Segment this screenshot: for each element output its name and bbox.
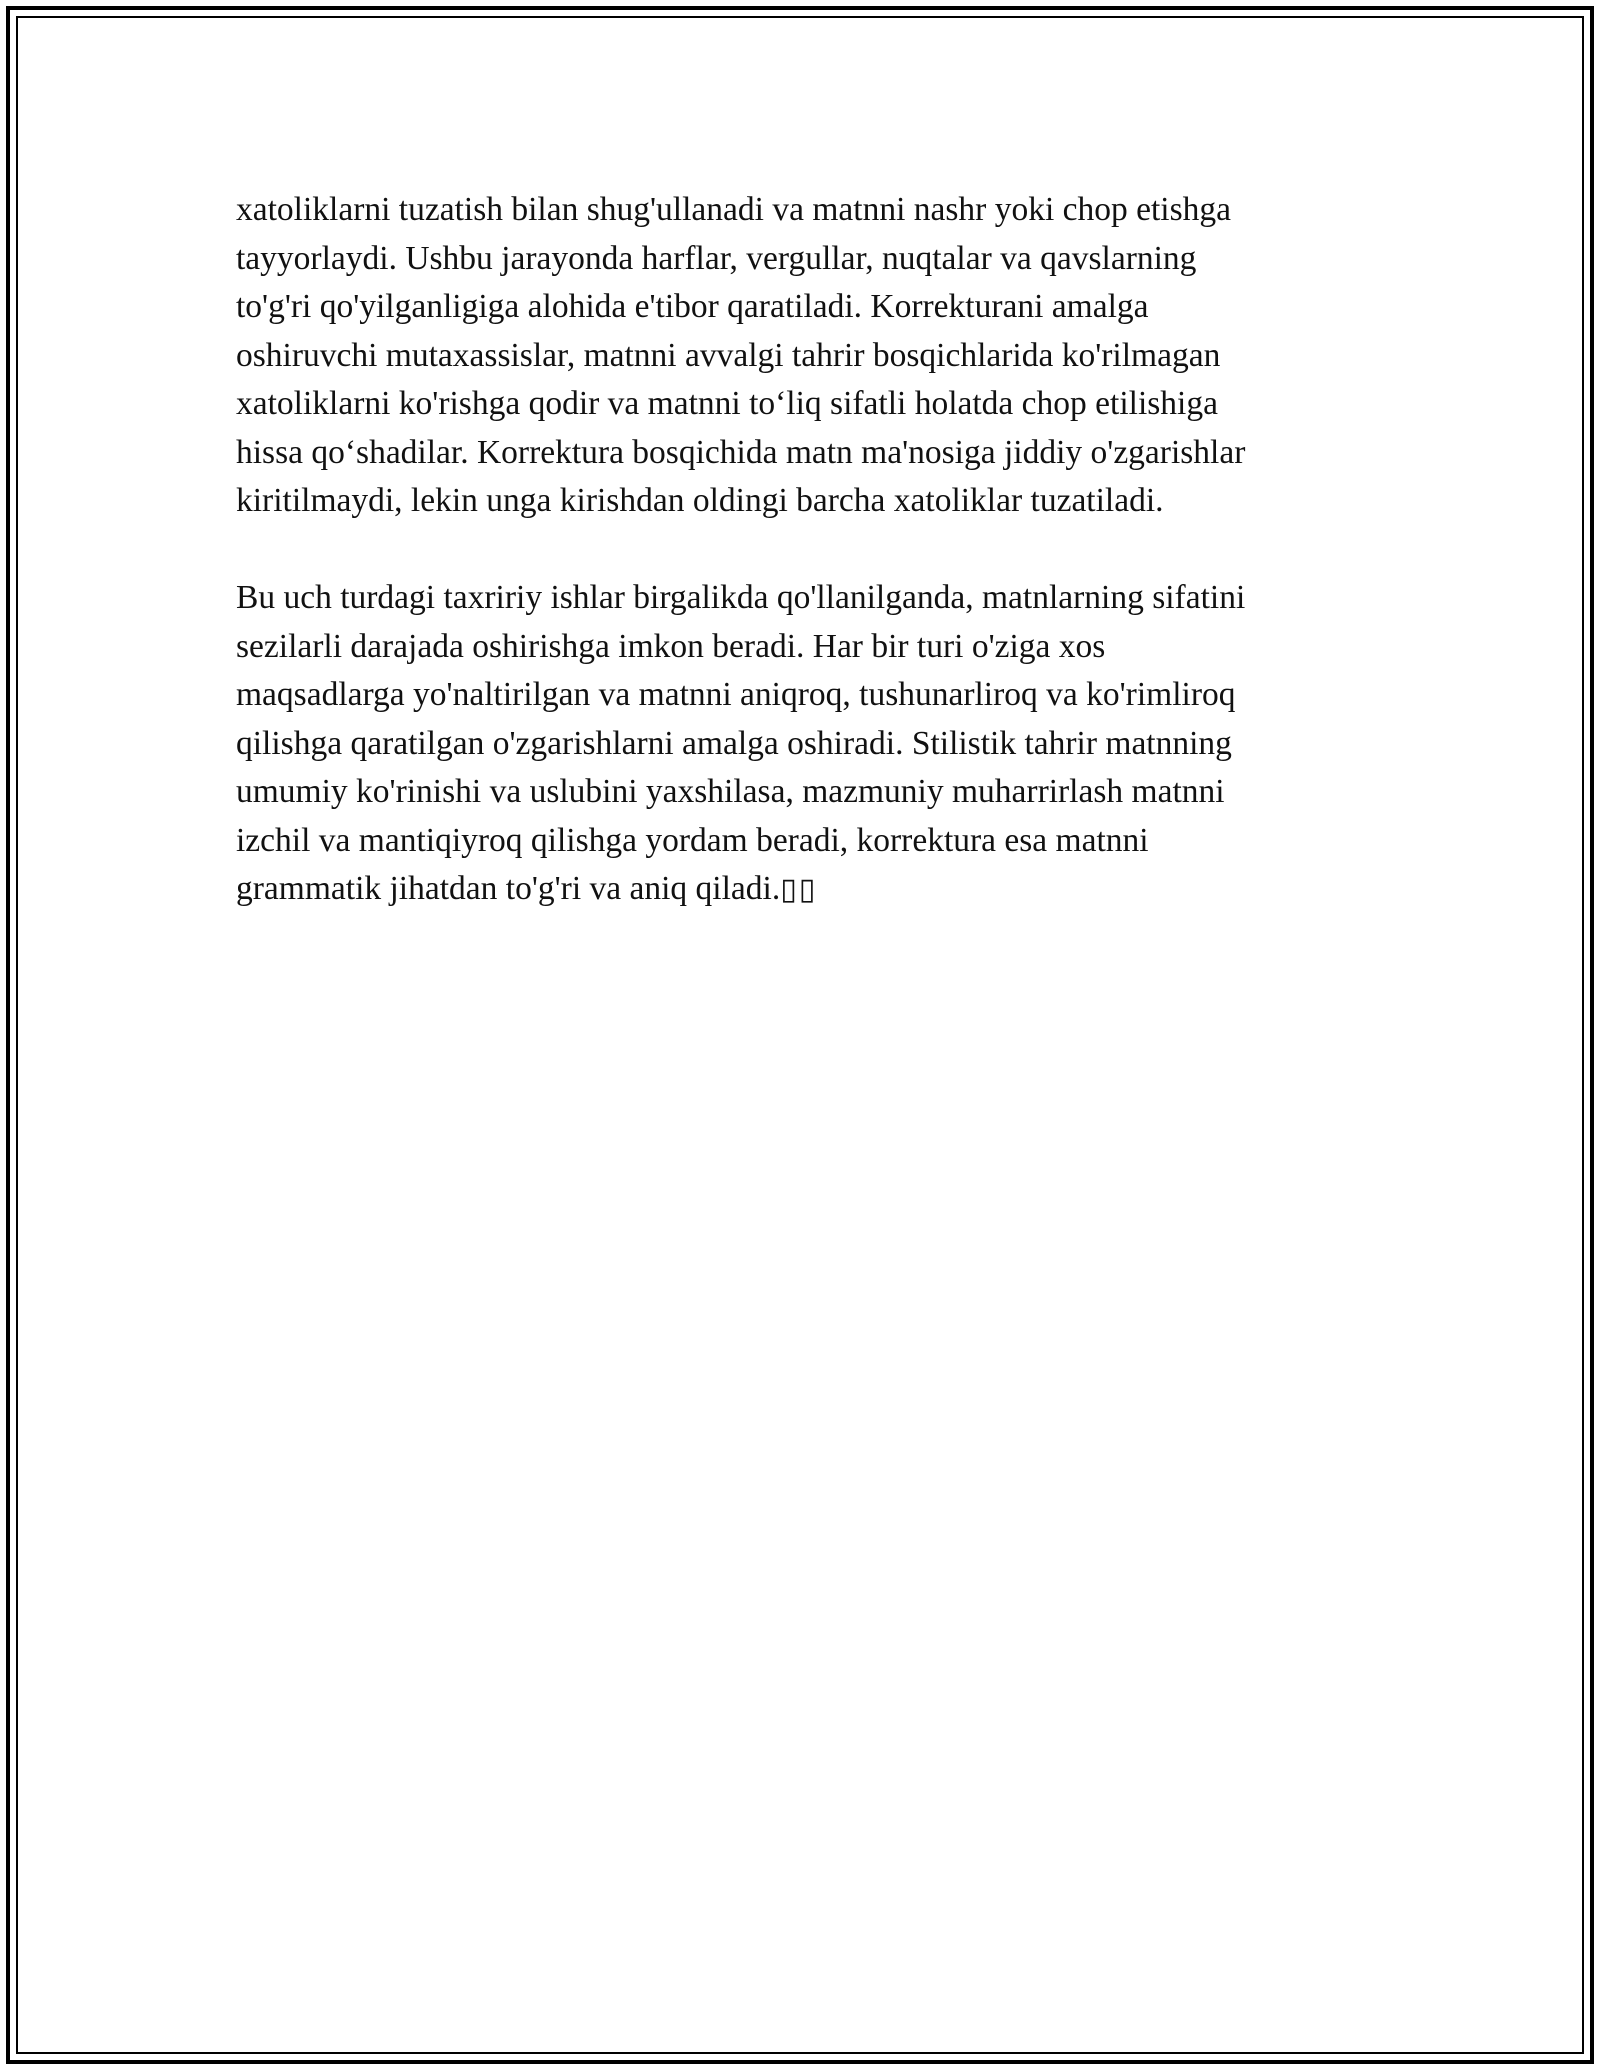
- paragraph-1: xatoliklarni tuzatish bilan shug'ullanadi va matnni nashr yoki chop etishga tayyorlaydi. Ushbu jarayonda harflar, vergullar, nuqtalar va qavslarning to'g'ri qo'yilganligiga alohida e'tibor qaratiladi. Korrekturani amalga oshiruvchi mutaxassislar, matnni avvalgi tahrir bosqichlarida ko'rilmagan xatoliklarni ko'rishga qodir va matnni to‘liq sifatli holatda chop etilishiga hissa qo‘shadilar. Korrektura bosqichida matn ma'nosiga jiddiy o'zgarishlar kiritilmaydi, lekin unga kirishdan oldingi barcha xatoliklar tuzatiladi.: [236, 191, 1246, 519]
- missing-glyph-boxes: ▯▯: [780, 872, 818, 907]
- document-body: [236, 186, 1366, 915]
- paragraph-2-text: Bu uch turdagi taxririy ishlar birgalikda qo'llanilganda, matnlarning sifatini sezilarli darajada oshirishga imkon beradi. Har bir turi o'ziga xos maqsadlarga yo'naltirilgan va matnni aniqroq, tushunarliroq va ko'rimliroq qilishga qaratilgan o'zgarishlarni amalga oshiradi. Stilistik tahrir matnning umumiy ko'rinishi va uslubini yaxshilasa, mazmuniy muharrirlash matnni izchil va mantiqiyroq qilishga yordam beradi, korrektura esa matnni grammatik jihatdan to'g'ri va aniq qiladi.: [236, 579, 1246, 907]
- paragraph-2: [236, 574, 1366, 915]
